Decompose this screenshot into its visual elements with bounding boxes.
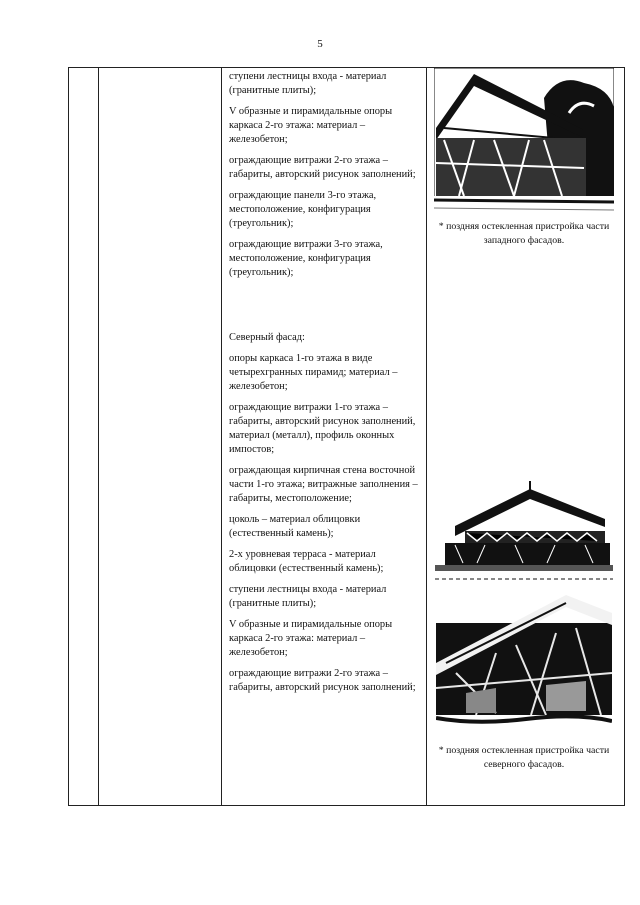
list-item: 2-х уровневая терраса - материал облицовки (естественный камень); <box>229 549 384 574</box>
north-facade-photo-1 <box>435 481 613 589</box>
west-facade-photo <box>434 68 614 217</box>
list-item: цоколь – материал облицовки (естественный камень); <box>229 514 361 539</box>
table <box>68 67 625 806</box>
list-item: ограждающие витражи 2-го этажа – габариты, авторский рисунок заполнений; <box>229 155 416 180</box>
list-item: V образные и пирамидальные опоры каркаса 2-го этажа: материал – железобетон; <box>229 106 393 145</box>
column-divider <box>221 68 222 805</box>
column-divider <box>426 68 427 805</box>
northern-photo-block <box>429 481 619 772</box>
western-photo-block <box>429 68 619 248</box>
list-item: ограждающие панели 3-го этажа, местоположение, конфигурация (треугольник); <box>229 190 377 229</box>
list-item: ступени лестницы входа - материал (гранитные плиты); <box>229 71 387 96</box>
photo-caption: * поздняя остекленная пристройка части северного фасадов. <box>438 745 610 770</box>
description-column <box>229 70 423 702</box>
section-heading: Северный фасад: <box>229 332 305 343</box>
photo-caption: * поздняя остекленная пристройка части западного фасадов. <box>438 221 610 246</box>
list-item: ограждающие витражи 2-го этажа – габариты, авторский рисунок заполнений; <box>229 668 416 693</box>
list-item: ограждающие витражи 3-го этажа, местоположение, конфигурация (треугольник); <box>229 239 383 278</box>
page-number: 5 <box>317 38 323 50</box>
north-facade-photo-2 <box>436 593 612 741</box>
list-item: опоры каркаса 1-го этажа в виде четырехгранных пирамид; материал – железобетон; <box>229 353 398 392</box>
list-item: ограждающая кирпичная стена восточной части 1-го этажа; витражные заполнения – габариты, местоположение; <box>229 465 418 504</box>
list-item: ступени лестницы входа - материал (гранитные плиты); <box>229 584 387 609</box>
list-item: ограждающие витражи 1-го этажа – габариты, авторский рисунок заполнений, материал (металл), профиль оконных импостов; <box>229 402 416 455</box>
column-divider <box>98 68 99 805</box>
list-item: V образные и пирамидальные опоры каркаса 2-го этажа: материал – железобетон; <box>229 619 393 658</box>
